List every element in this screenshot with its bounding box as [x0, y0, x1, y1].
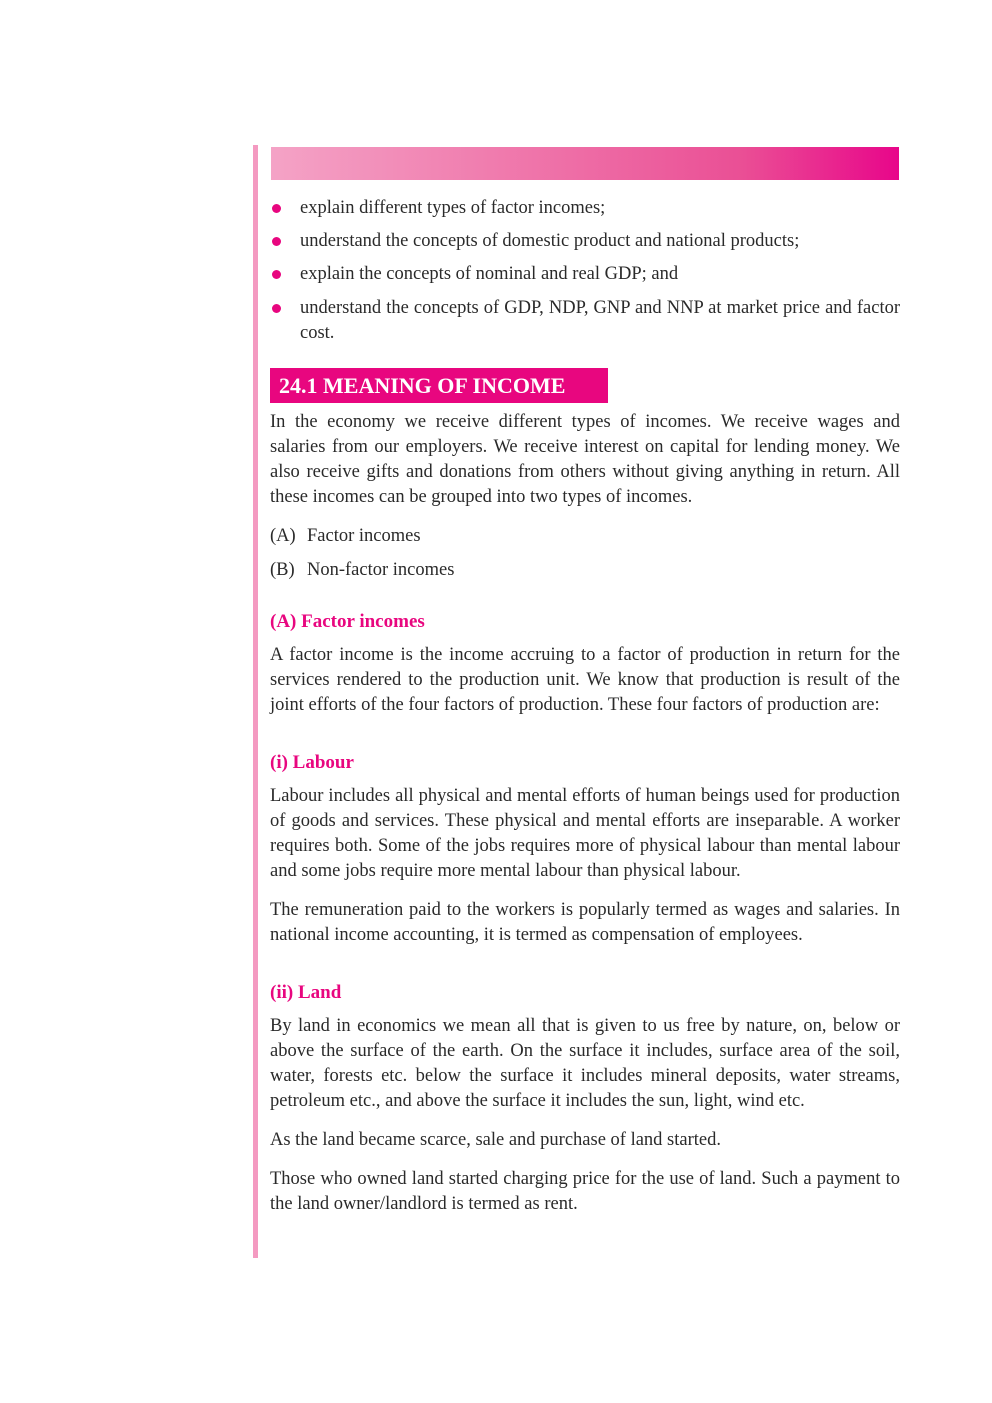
income-type-item: (B) Non-factor incomes	[270, 560, 455, 580]
objective-item: explain different types of factor incomes;	[270, 196, 900, 221]
objective-item: understand the concepts of GDP, NDP, GNP and NNP at market price and factor cost.	[270, 296, 900, 346]
land-paragraph: Those who owned land started charging price for the use of land. Such a payment to the land owner/landlord is termed as rent.	[270, 1169, 900, 1214]
labour-paragraph: Labour includes all physical and mental efforts of human beings used for production of goods and services. These physical and mental efforts are inseparable. A worker requires both. Some of the jobs requires more of physical labour than mental labour and some jobs require more mental labour than physical labour.	[270, 786, 900, 881]
bullet-icon	[272, 204, 281, 213]
bullet-icon	[272, 270, 281, 279]
land-paragraph: As the land became scarce, sale and purchase of land started.	[270, 1130, 721, 1150]
land-paragraph: By land in economics we mean all that is given to us free by nature, on, below or above the surface of the earth. On the surface it includes, surface area of the soil, water, forests etc. below the surface it includes mineral deposits, water streams, petroleum etc., and above the surface it includes the sun, light, wind etc.	[270, 1016, 900, 1111]
margin-accent-bar	[253, 145, 258, 1258]
income-type-item: (A) Factor incomes	[270, 526, 421, 546]
bullet-icon	[272, 237, 281, 246]
objectives-banner	[271, 147, 899, 180]
intro-paragraph: In the economy we receive different types of incomes. We receive wages and salaries from our employers. We receive interest on capital for lending money. We also receive gifts and donations from others without giving anything in return. All these incomes can be grouped into two types of incomes.	[270, 412, 900, 507]
subheading-factor-incomes: (A) Factor incomes	[270, 611, 425, 632]
objective-item: explain the concepts of nominal and real GDP; and	[270, 262, 900, 287]
factor-income-paragraph: A factor income is the income accruing to a factor of production in return for the services rendered to the production unit. We know that production is result of the joint efforts of the four factors of production. These four factors of production are:	[270, 645, 900, 715]
bullet-icon	[272, 304, 281, 313]
section-heading: 24.1 MEANING OF INCOME	[270, 368, 608, 403]
objective-item: understand the concepts of domestic product and national products;	[270, 229, 900, 254]
subheading-land: (ii) Land	[270, 982, 342, 1003]
labour-paragraph: The remuneration paid to the workers is popularly termed as wages and salaries. In national income accounting, it is termed as compensation of employees.	[270, 900, 900, 945]
subheading-labour: (i) Labour	[270, 752, 354, 773]
